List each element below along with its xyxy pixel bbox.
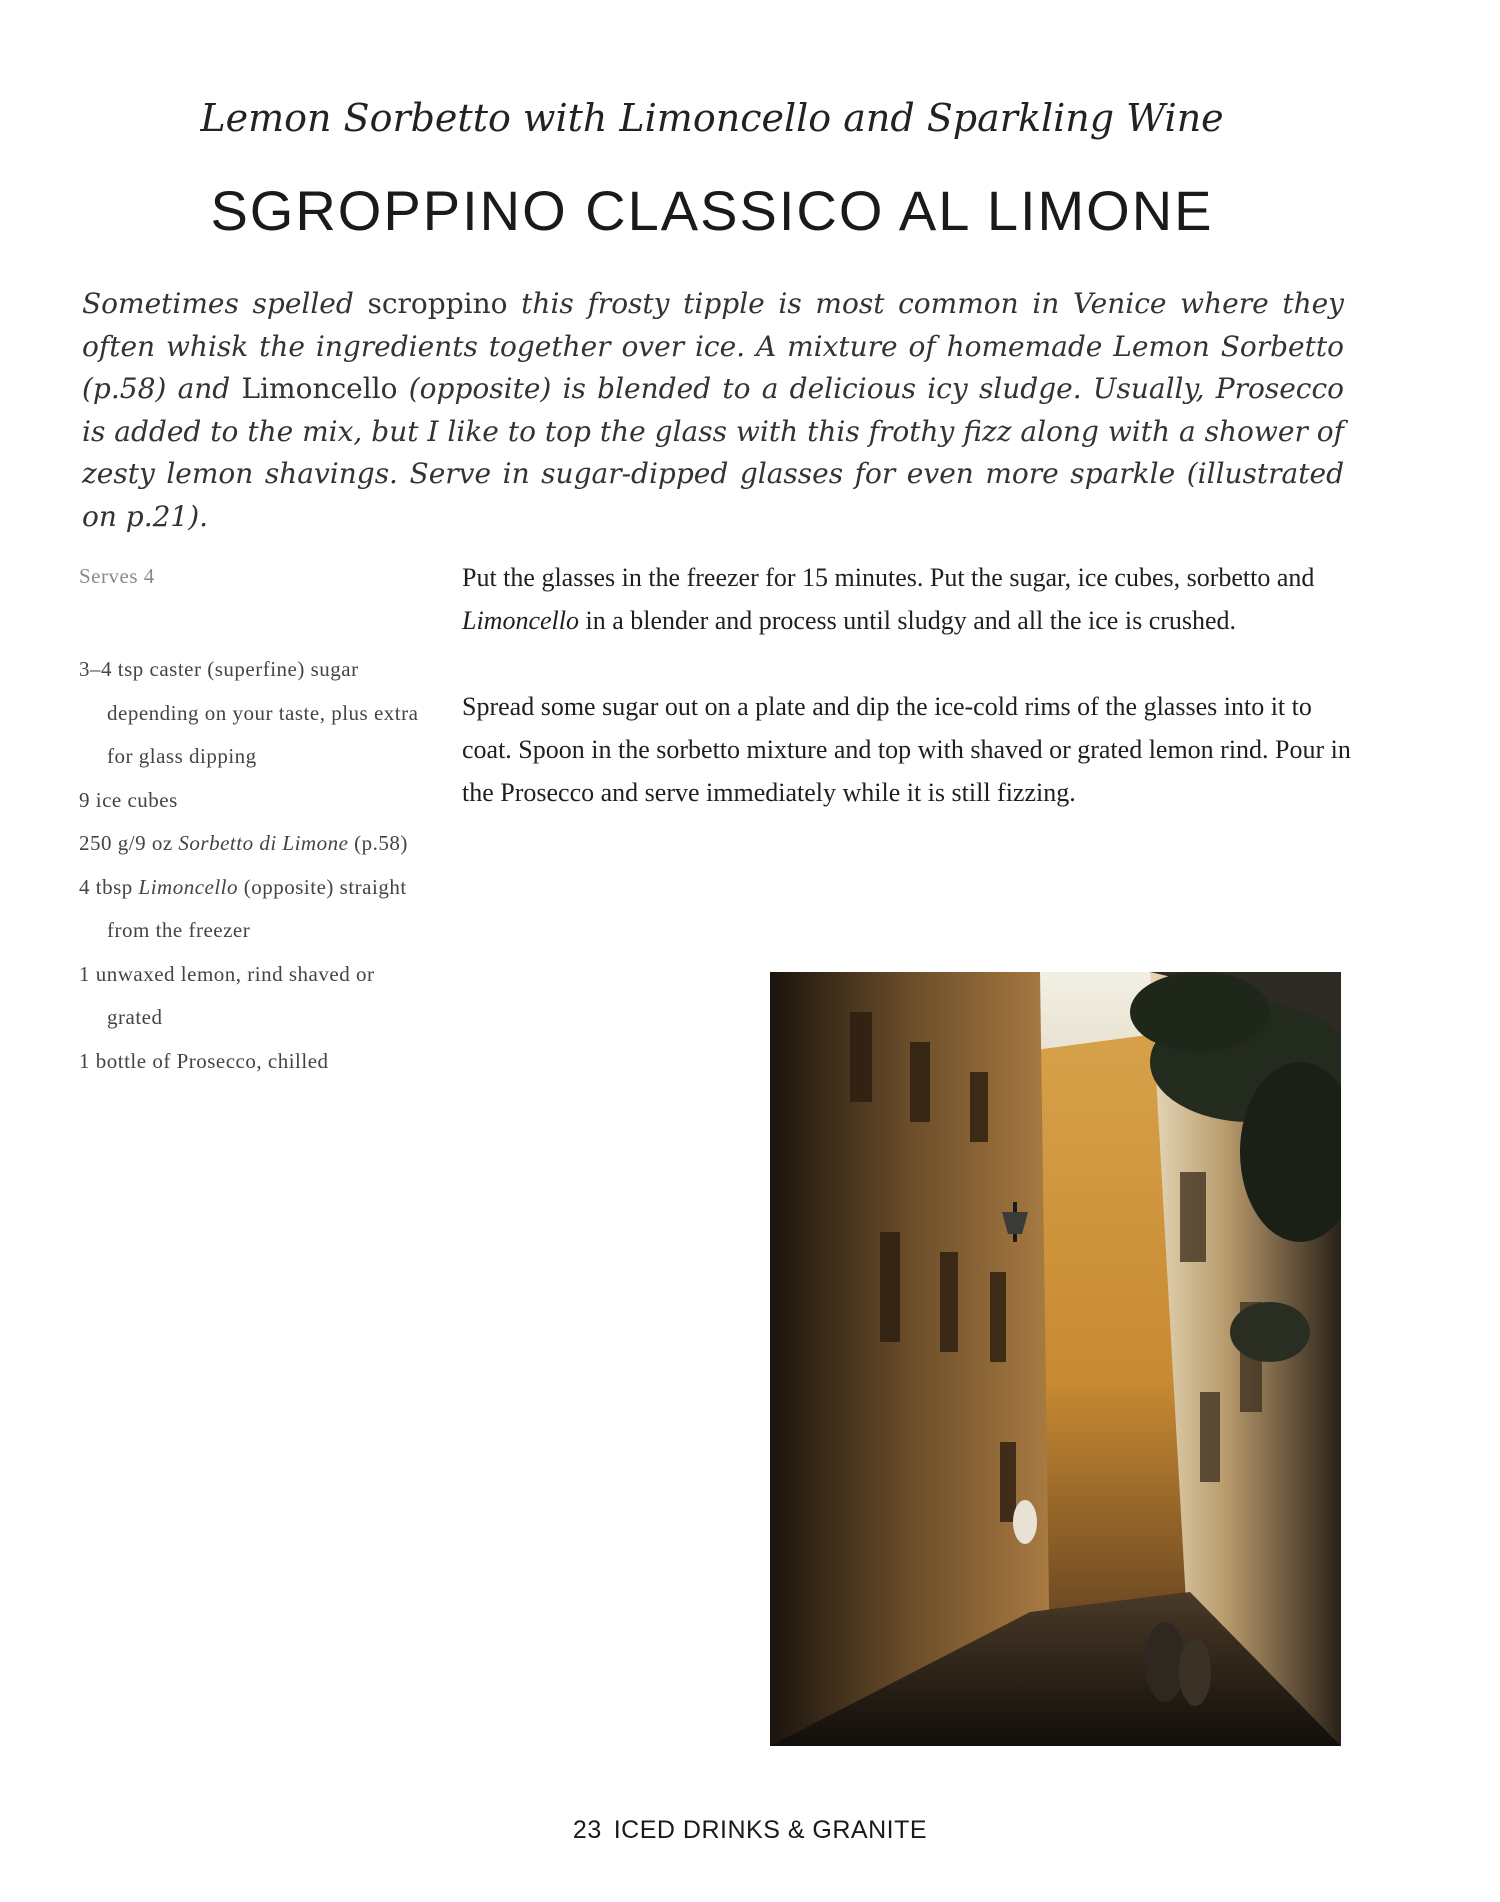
venice-street-photo — [770, 972, 1341, 1746]
method-section — [462, 556, 1362, 857]
ingredient-text: 1 bottle of Prosecco, chilled — [79, 1048, 329, 1073]
intro-text: Sometimes spelled — [82, 287, 368, 320]
ingredient-text: (opposite) straight from the freezer — [107, 874, 407, 942]
recipe-intro — [82, 283, 1344, 538]
page-footer — [0, 1816, 1500, 1845]
method-text: in a blender and process until sludgy and all the ice is crushed. — [579, 606, 1237, 635]
ingredient-text: 4 tbsp — [79, 874, 139, 899]
ingredient-text: 3–4 tsp caster (superfine) sugar depending on your taste, plus extra for glass dipping — [79, 657, 419, 768]
ingredient-text: 9 ice cubes — [79, 787, 178, 812]
ingredient-item — [79, 779, 419, 823]
method-text: Put the glasses in the freezer for 15 minutes. Put the sugar, ice cubes, sorbetto and — [462, 563, 1315, 592]
ingredient-item — [79, 648, 419, 779]
intro-term: scroppino — [367, 287, 508, 320]
intro-text: (opposite) is blended to a delicious icy sludge. Usually, Prosecco is added to the mix, but I like to top the glass with this frothy fizz along with a shower of zesty lemon shavings. Serve in sugar-dipped glasses for even more sparkle (illustrated on p.21). — [82, 372, 1344, 533]
section-name: ICED DRINKS & GRANITE — [613, 1816, 928, 1844]
ingredient-emphasis: Sorbetto di Limone — [178, 831, 349, 855]
ingredients-list — [79, 648, 419, 1083]
method-step — [462, 685, 1362, 814]
intro-term: Limoncello — [241, 372, 398, 405]
ingredient-emphasis: Limoncello — [138, 874, 239, 899]
ingredient-item — [79, 866, 419, 953]
intro-text: this frosty tipple is most common in Venice where they often whisk the ingredients together over ice. A mixture of homemade Lemon Sorbetto (p.58) and — [82, 287, 1344, 405]
recipe-subtitle: Lemon Sorbetto with Limoncello and Sparkling Wine — [200, 96, 1224, 140]
recipe-title: SGROPPINO CLASSICO AL LIMONE — [210, 179, 1214, 242]
method-text: Spread some sugar out on a plate and dip the ice-cold rims of the glasses into it to coat. Spoon in the sorbetto mixture and top with shaved or grated lemon rind. Pour in the Prosecco and serve immediately while it is still fizzing. — [462, 692, 1351, 807]
ingredient-text: 1 unwaxed lemon, rind shaved or grated — [79, 961, 375, 1029]
page-number: 23 — [572, 1816, 602, 1844]
serves-label: Serves 4 — [79, 564, 155, 588]
method-step — [462, 556, 1362, 642]
ingredient-item — [79, 953, 419, 1040]
ingredient-text: 250 g/9 oz — [79, 831, 179, 855]
ingredient-item — [79, 822, 419, 866]
method-emphasis: Limoncello — [462, 606, 579, 635]
ingredient-item — [79, 1040, 419, 1084]
ingredient-text: (p.58) — [348, 831, 408, 855]
